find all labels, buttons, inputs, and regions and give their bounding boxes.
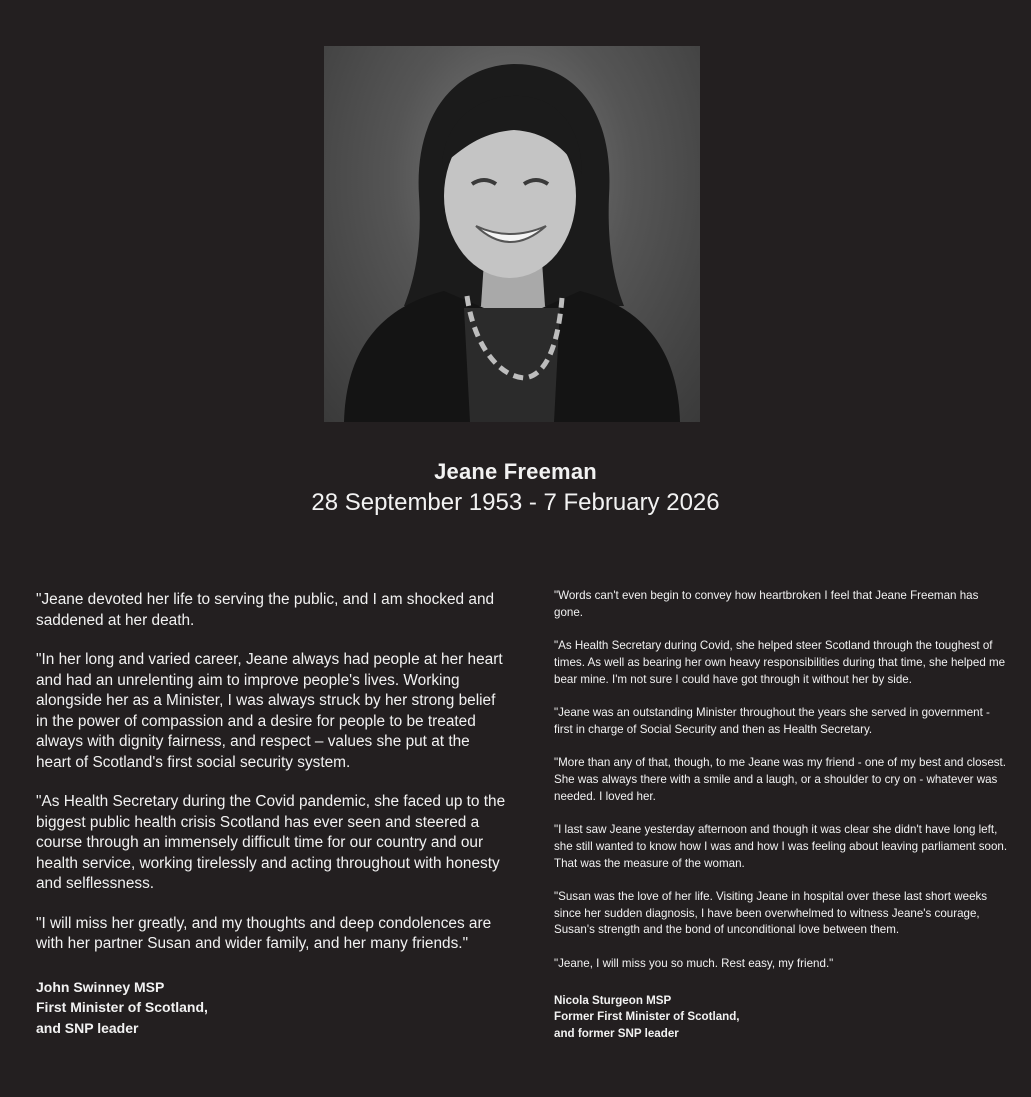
statement-paragraph: "Jeane was an outstanding Minister throughout the years she served in government - first in charge of Social Security and then as Health Secretary.: [554, 705, 990, 736]
signature-title: Former First Minister of Scotland,: [554, 1010, 740, 1024]
statement-paragraph: "More than any of that, though, to me Jeane was my friend - one of my best and closest. She was always there with a smile and a laugh, or a shoulder to cry on - whatever was needed. I loved her.: [554, 756, 1007, 803]
statement-paragraph: "Words can't even begin to convey how heartbroken I feel that Jeane Freeman has gone.: [554, 589, 979, 619]
statement-paragraph: "Susan was the love of her life. Visiting Jeane in hospital over these last short weeks since her sudden diagnosis, I have been overwhelmed to witness Jeane's courage, Susan's strength and the bond of unconditional love between them.: [554, 889, 988, 937]
statement-paragraph: "I will miss her greatly, and my thoughts and deep condolences are with her partner Susan and wider family, and her many friends.": [36, 914, 492, 952]
statement-paragraph: "As Health Secretary during Covid, she helped steer Scotland through the toughest of times. As well as bearing her own heavy responsibilities during that time, she helped me bear mine. I'm not sure I could have got through it without her by side.: [554, 639, 1006, 686]
right-statement: [554, 588, 1009, 1042]
statement-paragraph: "I last saw Jeane yesterday afternoon and though it was clear she didn't have long left, she still wanted to know how I was and how I was feeling about leaving parliament soon. That was the measure of the woman.: [554, 822, 1008, 870]
statement-paragraph: "Jeane, I will miss you so much. Rest easy, my friend.": [554, 956, 834, 970]
statement-signature: [554, 993, 1009, 1043]
portrait-illustration: [324, 46, 700, 422]
tribute-dates: 28 September 1953 - 7 February 2026: [311, 489, 720, 516]
signature-title: First Minister of Scotland,: [36, 999, 208, 1015]
statement-paragraph: "As Health Secretary during the Covid pandemic, she faced up to the biggest public health crisis Scotland has ever seen and steered a course through an immensely difficult time for our country and our health service, working tirelessly and acting throughout with honesty and selflessness.: [36, 793, 506, 892]
statement-signature: [36, 977, 506, 1039]
left-statement: [36, 590, 506, 1038]
signature-role: and former SNP leader: [554, 1026, 679, 1040]
signature-role: and SNP leader: [36, 1019, 139, 1036]
tribute-heading: [0, 458, 1031, 519]
tribute-name: Jeane Freeman: [434, 459, 597, 484]
signature-name: Nicola Sturgeon MSP: [554, 993, 672, 1007]
statement-paragraph: "Jeane devoted her life to serving the public, and I am shocked and saddened at her death.: [36, 591, 495, 629]
statement-paragraph: "In her long and varied career, Jeane always had people at her heart and had an unrelenting aim to improve people's lives. Working alongside her as a Minister, I was always struck by her strong belief in the power of compassion and a desire for people to be treated always with dignity fairness, and respect – values she put at the heart of Scotland's first social security system.: [36, 651, 503, 771]
signature-name: John Swinney MSP: [36, 978, 165, 995]
portrait-photo: [324, 46, 700, 422]
